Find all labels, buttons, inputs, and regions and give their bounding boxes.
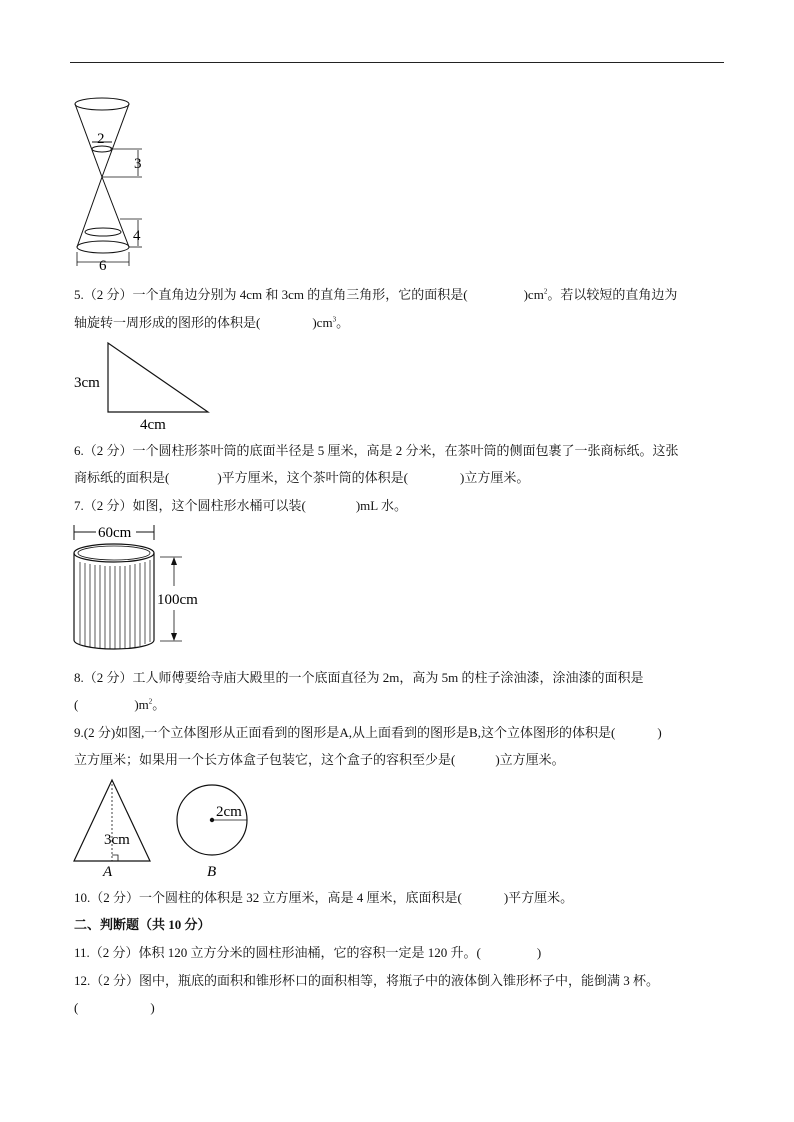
q8-line1: 8.（2 分）工人师傅要给寺庙大殿里的一个底面直径为 2m，高为 5m 的柱子涂油漆，涂油漆的面积是 [74, 670, 644, 685]
q9-line2: 立方厘米；如果用一个长方体盒子包装它，这个盒子的容积至少是( )立方厘米。 [74, 752, 565, 767]
figure-right-triangle [70, 338, 220, 433]
q5-line1: 5.（2 分）一个直角边分别为 4cm 和 3cm 的直角三角形，它的面积是( )$cm^2$。若以较短的直角边为 [74, 287, 678, 302]
q10-line: 10.（2 分）一个圆柱的体积是 32 立方厘米，高是 4 厘米，底面积是( )平方厘米。 [74, 890, 574, 905]
hourglass-label-6: 6 [99, 258, 107, 272]
hourglass-label-2: 2 [97, 131, 105, 147]
view-b-label: B [207, 864, 217, 880]
q6-line2: 商标纸的面积是( )平方厘米，这个茶叶筒的体积是( )立方厘米。 [74, 470, 530, 485]
bucket-label-width: 60cm [98, 525, 132, 541]
section-title-judgement: 二、判断题（共 10 分） [74, 917, 211, 932]
view-b-radius-label: 2cm [216, 804, 242, 820]
triangle-label-4cm: 4cm [140, 417, 166, 433]
hourglass-label-4: 4 [133, 228, 141, 244]
view-a-height-label: 3cm [104, 832, 130, 848]
figure-cone-views [70, 775, 260, 880]
q9-line1: 9.(2 分)如图,一个立体图形从正面看到的图形是A,从上面看到的图形是B,这个立体图形的体积是( ) [74, 725, 662, 740]
q12-line2: ( ) [74, 1000, 155, 1015]
header-rule [70, 62, 724, 63]
q6-line1: 6.（2 分）一个圆柱形茶叶筒的底面半径是 5 厘米，高是 2 分米，在茶叶筒的侧面包裹了一张商标纸。这张 [74, 443, 679, 458]
triangle-label-3cm: 3cm [74, 375, 100, 391]
q5-line2: 轴旋转一周形成的图形的体积是( )$cm^3$。 [74, 315, 350, 330]
bucket-label-height: 100cm [157, 592, 198, 608]
q8-line2: ( )$m^2$。 [74, 697, 166, 712]
q12-line1: 12.（2 分）图中，瓶底的面积和锥形杯口的面积相等，将瓶子中的液体倒入锥形杯子中，能倒满 3 杯。 [74, 973, 660, 988]
figure-double-cone [70, 92, 160, 272]
q7-line: 7.（2 分）如图，这个圆柱形水桶可以装( )mL 水。 [74, 498, 407, 513]
q11-line: 11.（2 分）体积 120 立方分米的圆柱形油桶，它的容积一定是 120 升。( ) [74, 945, 542, 960]
figure-cylinder-bucket [70, 520, 220, 660]
view-a-label: A [103, 864, 113, 880]
hourglass-label-3: 3 [134, 156, 142, 172]
